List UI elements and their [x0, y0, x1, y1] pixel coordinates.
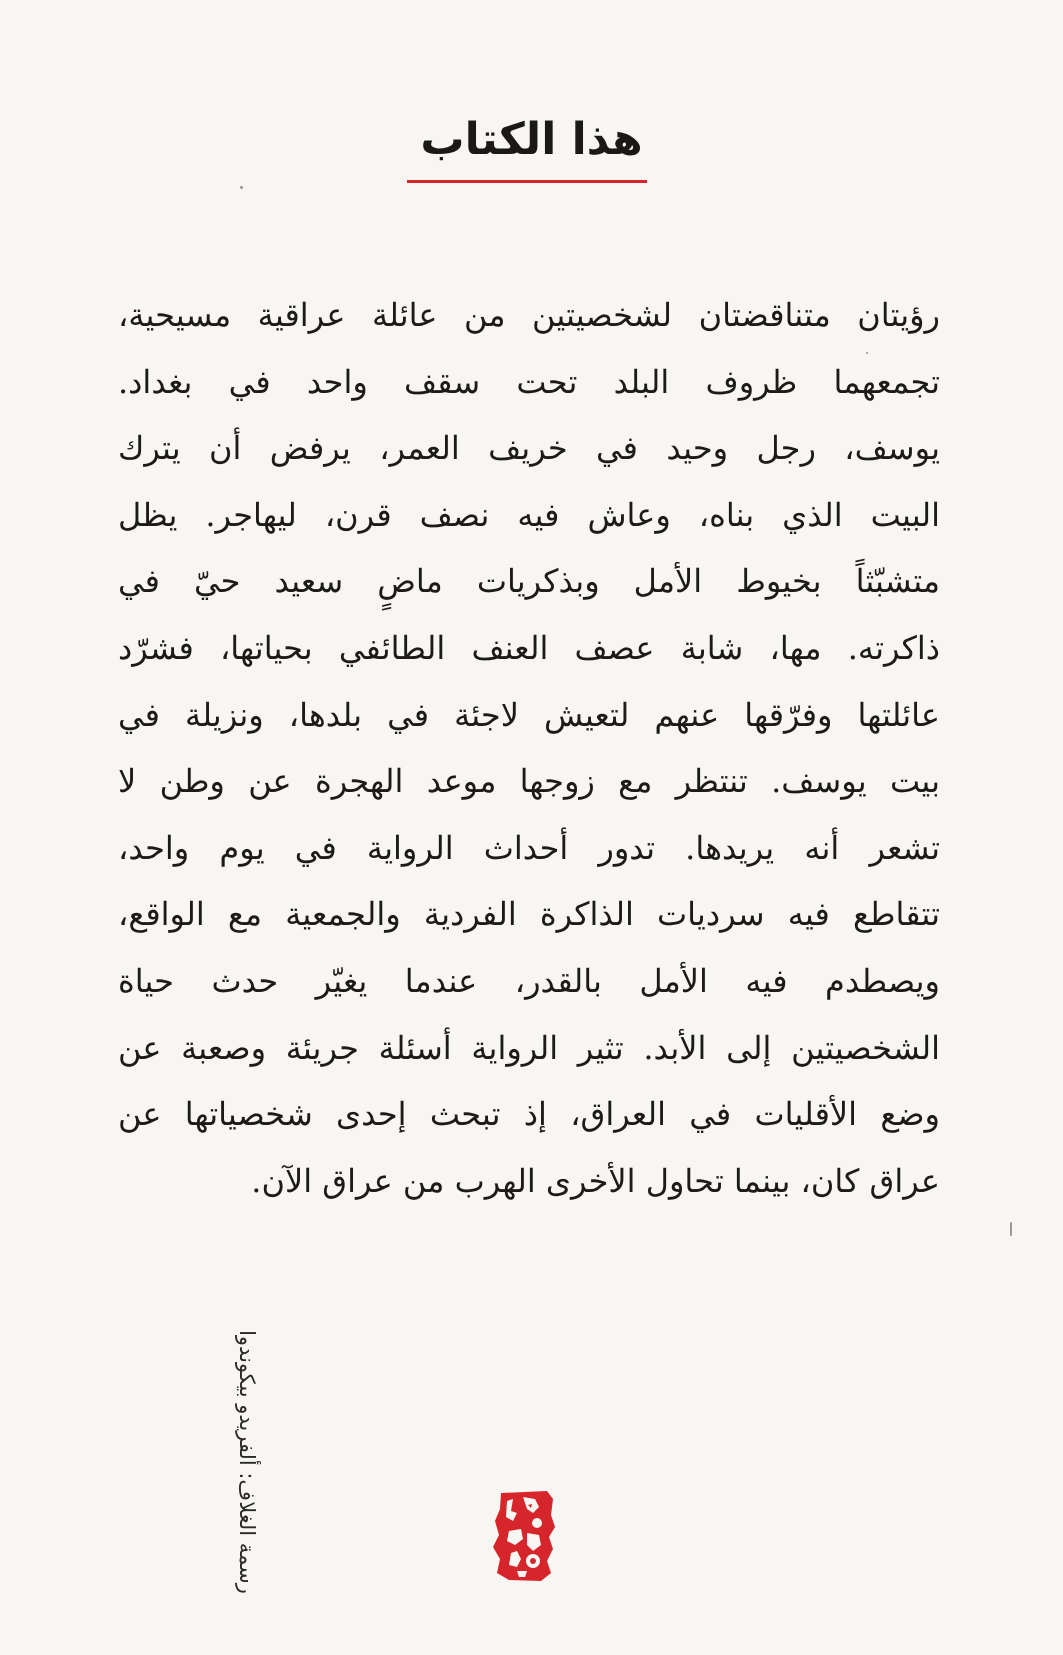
blurb-line: الشخصيتين إلى الأبد. تثير الرواية أسئلة جريئة وصعبة عن — [118, 1028, 940, 1067]
paper-speck — [1010, 1222, 1012, 1236]
blurb-line: تشعر أنه يريدها. تدور أحداث الرواية في يوم واحد، — [118, 828, 940, 867]
blurb-line: بيت يوسف. تنتظر مع زوجها موعد الهجرة عن وطن لا — [118, 762, 940, 801]
blurb-line: وضع الأقليات في العراق، إذ تبحث إحدى شخصياتها عن — [118, 1095, 940, 1134]
page-title: هذا الكتاب — [420, 114, 643, 165]
paper-speck — [240, 186, 243, 189]
cover-art-credit: رسمة الغلاف: ألفريدو بيكوندوا — [235, 1330, 259, 1594]
blurb-line: ويصطدم فيه الأمل بالقدر، عندما يغيّر حدث حياة — [118, 961, 940, 1000]
blurb-text — [118, 282, 940, 1214]
blurb-line: تجمعهما ظروف البلد تحت سقف واحد في بغداد. — [118, 362, 940, 401]
blurb-line: ذاكرته. مها، شابة عصف العنف الطائفي بحياتها، فشرّد — [118, 628, 940, 667]
blurb-line: رؤيتان متناقضتان لشخصيتين من عائلة عراقية مسيحية، — [118, 296, 940, 334]
blurb-line: عراق كان، بينما تحاول الأخرى الهرب من عراق الآن. — [251, 1161, 940, 1200]
title-underline — [407, 180, 647, 183]
blurb-line: متشبّثاً بخيوط الأمل وبذكريات ماضٍ سعيد حيّ في — [118, 562, 940, 601]
blurb-line: يوسف، رجل وحيد في خريف العمر، يرفض أن يترك — [118, 429, 940, 468]
blurb-line: تتقاطع فيه سرديات الذاكرة الفردية والجمعية مع الواقع، — [118, 895, 940, 934]
publisher-seal-icon — [487, 1487, 561, 1583]
blurb-line: عائلتها وفرّقها عنهم لتعيش لاجئة في بلدها، ونزيلة في — [118, 695, 940, 734]
blurb-line: البيت الذي بناه، وعاش فيه نصف قرن، ليهاجر. يظل — [118, 495, 940, 534]
paper-speck — [866, 352, 868, 354]
